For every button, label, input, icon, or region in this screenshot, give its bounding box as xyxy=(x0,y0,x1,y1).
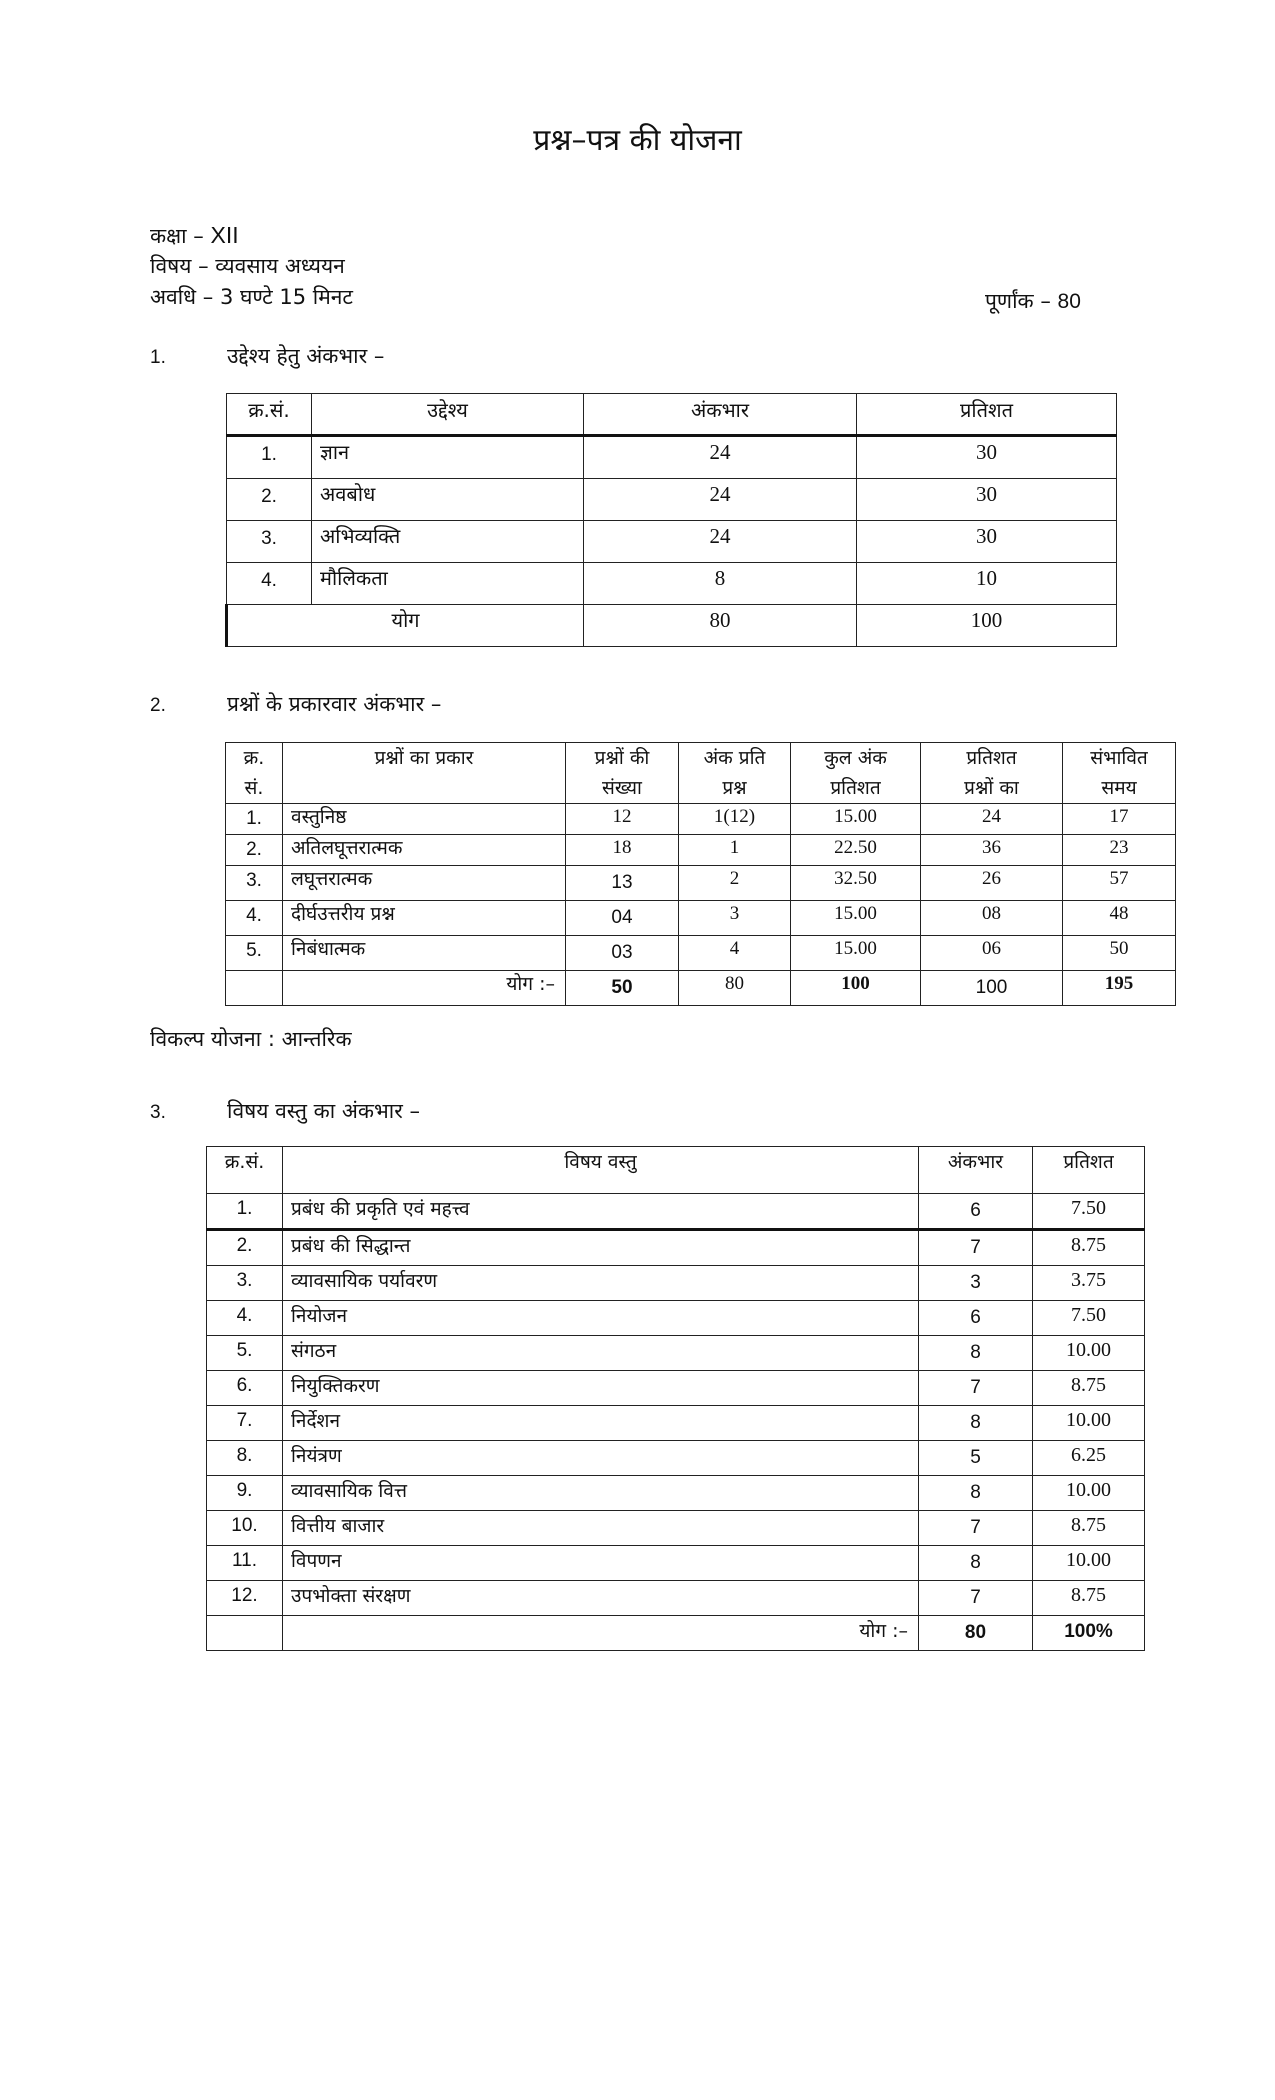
table-total-row xyxy=(227,605,1117,647)
cell-marks: 5 xyxy=(919,1441,1033,1476)
cell-marks: 6 xyxy=(919,1301,1033,1336)
cell-serial: 3. xyxy=(226,866,283,901)
cell-topic: नियोजन xyxy=(283,1301,919,1336)
header-question-type: प्रश्नों का प्रकार xyxy=(283,743,566,804)
header-percent: प्रतिशत xyxy=(1033,1147,1145,1194)
cell-marks: 8 xyxy=(919,1546,1033,1581)
cell-serial: 12. xyxy=(207,1581,283,1616)
cell-total-pct: 15.00 xyxy=(791,901,921,936)
cell-serial: 5. xyxy=(207,1336,283,1371)
cell-marks: 8 xyxy=(919,1476,1033,1511)
section-3-heading xyxy=(150,1097,420,1125)
header-marks: अंकभार xyxy=(584,394,857,436)
cell-percent: 8.75 xyxy=(1033,1581,1145,1616)
cell-percent: 30 xyxy=(857,436,1117,479)
table-row xyxy=(226,936,1176,971)
cell-marks: 7 xyxy=(919,1371,1033,1406)
class-label: कक्षा – xyxy=(150,224,204,248)
table-row xyxy=(226,866,1176,901)
table-row xyxy=(207,1546,1145,1581)
table-row xyxy=(226,804,1176,835)
table-row xyxy=(207,1230,1145,1266)
cell-time: 48 xyxy=(1063,901,1176,936)
full-marks-value: 80 xyxy=(1057,290,1081,313)
cell-count: 18 xyxy=(566,835,679,866)
header-percent: प्रतिशत xyxy=(857,394,1117,436)
cell-question-type: अतिलघूत्तरात्मक xyxy=(283,835,566,866)
header-marks: अंकभार xyxy=(919,1147,1033,1194)
cell-serial: 2. xyxy=(226,835,283,866)
cell-percent: 3.75 xyxy=(1033,1266,1145,1301)
header-objective: उद्देश्य xyxy=(312,394,584,436)
cell-serial: 5. xyxy=(226,936,283,971)
cell-marks: 7 xyxy=(919,1581,1033,1616)
cell-topic: उपभोक्ता संरक्षण xyxy=(283,1581,919,1616)
section-title: विषय वस्तु का अंकभार – xyxy=(227,1099,420,1123)
cell-time: 50 xyxy=(1063,936,1176,971)
cell-total-label: योग :– xyxy=(283,971,566,1006)
content-weightage-table xyxy=(206,1146,1145,1651)
cell-serial: 2. xyxy=(207,1230,283,1266)
cell-topic: प्रबंध की सिद्धान्त xyxy=(283,1230,919,1266)
cell-total-pct: 32.50 xyxy=(791,866,921,901)
cell-percent: 8.75 xyxy=(1033,1371,1145,1406)
header-serial: क्र. सं. xyxy=(226,743,283,804)
page-title: प्रश्न–पत्र की योजना xyxy=(533,123,742,158)
section-2-heading xyxy=(150,690,441,718)
cell-serial: 2. xyxy=(227,479,312,521)
table-row xyxy=(227,521,1117,563)
table-total-row xyxy=(207,1616,1145,1651)
table-row xyxy=(226,835,1176,866)
cell-percent: 10 xyxy=(857,563,1117,605)
cell-total-percent: 100% xyxy=(1033,1616,1145,1651)
cell-marks: 24 xyxy=(584,436,857,479)
cell-topic: प्रबंध की प्रकृति एवं महत्त्व xyxy=(283,1194,919,1230)
cell-topic: व्यावसायिक पर्यावरण xyxy=(283,1266,919,1301)
header-marks-per-question: अंक प्रति प्रश्न xyxy=(679,743,791,804)
table-header-row xyxy=(227,394,1117,436)
cell-question-pct: 06 xyxy=(921,936,1063,971)
table-row xyxy=(207,1441,1145,1476)
cell-marks-per: 1(12) xyxy=(679,804,791,835)
table-row xyxy=(226,901,1176,936)
subject-label: विषय – xyxy=(150,254,209,278)
cell-topic: वित्तीय बाजार xyxy=(283,1511,919,1546)
table-header-row xyxy=(207,1147,1145,1194)
table-row xyxy=(207,1371,1145,1406)
cell-question-type: दीर्घउत्तरीय प्रश्न xyxy=(283,901,566,936)
cell-total-pct: 15.00 xyxy=(791,936,921,971)
table-row xyxy=(227,479,1117,521)
objective-weightage-table xyxy=(225,393,1117,647)
section-number: 3. xyxy=(150,1102,166,1123)
duration-line xyxy=(150,287,353,308)
cell-marks-per: 1 xyxy=(679,835,791,866)
cell-marks: 7 xyxy=(919,1511,1033,1546)
cell-objective: ज्ञान xyxy=(312,436,584,479)
class-line xyxy=(150,224,239,247)
table-row xyxy=(207,1194,1145,1230)
header-question-percent: प्रतिशत प्रश्नों का xyxy=(921,743,1063,804)
duration-value: 3 घण्टे 15 मिनट xyxy=(219,285,354,309)
cell-question-type: वस्तुनिष्ठ xyxy=(283,804,566,835)
cell-topic: निर्देशन xyxy=(283,1406,919,1441)
cell-serial: 6. xyxy=(207,1371,283,1406)
cell-time: 23 xyxy=(1063,835,1176,866)
cell-total-pct: 22.50 xyxy=(791,835,921,866)
duration-label: अवधि – xyxy=(150,285,214,309)
cell-question-type: निबंधात्मक xyxy=(283,936,566,971)
cell-percent: 10.00 xyxy=(1033,1336,1145,1371)
cell-total-percent: 100 xyxy=(857,605,1117,647)
cell-topic: नियंत्रण xyxy=(283,1441,919,1476)
cell-serial: 1. xyxy=(207,1194,283,1230)
cell-serial: 4. xyxy=(226,901,283,936)
section-title: प्रश्नों के प्रकारवार अंकभार – xyxy=(227,692,442,716)
cell-marks: 8 xyxy=(919,1336,1033,1371)
class-value: XII xyxy=(210,222,239,248)
cell-percent: 8.75 xyxy=(1033,1230,1145,1266)
header-topic: विषय वस्तु xyxy=(283,1147,919,1194)
cell-marks: 8 xyxy=(919,1406,1033,1441)
subject-value: व्यवसाय अध्ययन xyxy=(215,254,345,278)
table-row xyxy=(207,1511,1145,1546)
cell-serial: 3. xyxy=(227,521,312,563)
cell-percent: 10.00 xyxy=(1033,1476,1145,1511)
cell-count: 13 xyxy=(566,866,679,901)
table-header-row xyxy=(226,743,1176,804)
cell-marks: 3 xyxy=(919,1266,1033,1301)
header-estimated-time: संभावित समय xyxy=(1063,743,1176,804)
cell-total-marks: 80 xyxy=(584,605,857,647)
cell-serial: 1. xyxy=(226,804,283,835)
cell-serial: 11. xyxy=(207,1546,283,1581)
table-total-row xyxy=(226,971,1176,1006)
cell-total-count: 50 xyxy=(566,971,679,1006)
option-scheme: विकल्प योजना : आन्तरिक xyxy=(150,1027,352,1051)
cell-percent: 6.25 xyxy=(1033,1441,1145,1476)
header-serial: क्र.सं. xyxy=(207,1147,283,1194)
cell-total-total-pct: 100 xyxy=(791,971,921,1006)
cell-question-pct: 26 xyxy=(921,866,1063,901)
table-row xyxy=(207,1406,1145,1441)
cell-percent: 8.75 xyxy=(1033,1511,1145,1546)
table-row xyxy=(207,1301,1145,1336)
cell-question-type: लघूत्तरात्मक xyxy=(283,866,566,901)
section-1-heading xyxy=(150,342,384,370)
table-row xyxy=(227,563,1117,605)
cell-percent: 10.00 xyxy=(1033,1546,1145,1581)
cell-marks: 24 xyxy=(584,521,857,563)
cell-total-time: 195 xyxy=(1063,971,1176,1006)
question-type-table xyxy=(225,742,1176,1006)
cell-marks: 7 xyxy=(919,1230,1033,1266)
table-row xyxy=(207,1336,1145,1371)
cell-percent: 7.50 xyxy=(1033,1301,1145,1336)
full-marks-label: पूर्णांक – xyxy=(985,289,1051,313)
cell-marks: 8 xyxy=(584,563,857,605)
cell-serial: 10. xyxy=(207,1511,283,1546)
header-question-count: प्रश्नों की संख्या xyxy=(566,743,679,804)
cell-time: 17 xyxy=(1063,804,1176,835)
cell-count: 12 xyxy=(566,804,679,835)
section-number: 1. xyxy=(150,347,166,368)
cell-topic: संगठन xyxy=(283,1336,919,1371)
cell-serial: 3. xyxy=(207,1266,283,1301)
cell-count: 04 xyxy=(566,901,679,936)
subject-line xyxy=(150,256,345,277)
cell-serial: 7. xyxy=(207,1406,283,1441)
cell-question-pct: 24 xyxy=(921,804,1063,835)
cell-total-label: योग :– xyxy=(283,1616,919,1651)
table-row xyxy=(227,436,1117,479)
cell-total-marks: 80 xyxy=(919,1616,1033,1651)
cell-serial: 4. xyxy=(227,563,312,605)
section-title: उद्देश्य हेतु अंकभार – xyxy=(227,344,385,368)
cell-percent: 10.00 xyxy=(1033,1406,1145,1441)
cell-percent: 30 xyxy=(857,521,1117,563)
cell-count: 03 xyxy=(566,936,679,971)
cell-total-label: योग xyxy=(227,605,584,647)
cell-marks: 6 xyxy=(919,1194,1033,1230)
cell-objective: अवबोध xyxy=(312,479,584,521)
table-row xyxy=(207,1581,1145,1616)
cell-marks-per: 4 xyxy=(679,936,791,971)
cell-time: 57 xyxy=(1063,866,1176,901)
cell-question-pct: 08 xyxy=(921,901,1063,936)
table-row xyxy=(207,1476,1145,1511)
cell-serial: 8. xyxy=(207,1441,283,1476)
cell-objective: अभिव्यक्ति xyxy=(312,521,584,563)
cell-objective: मौलिकता xyxy=(312,563,584,605)
cell-topic: व्यावसायिक वित्त xyxy=(283,1476,919,1511)
cell-serial: 1. xyxy=(227,436,312,479)
cell-marks-per: 3 xyxy=(679,901,791,936)
cell-percent: 30 xyxy=(857,479,1117,521)
cell-serial: 4. xyxy=(207,1301,283,1336)
cell-topic: विपणन xyxy=(283,1546,919,1581)
cell-empty xyxy=(207,1616,283,1651)
cell-marks: 24 xyxy=(584,479,857,521)
cell-serial: 9. xyxy=(207,1476,283,1511)
cell-total-pct: 15.00 xyxy=(791,804,921,835)
cell-empty xyxy=(226,971,283,1006)
full-marks xyxy=(985,287,1081,315)
cell-total-marks-per: 80 xyxy=(679,971,791,1006)
header-serial: क्र.सं. xyxy=(227,394,312,436)
section-number: 2. xyxy=(150,695,166,716)
cell-percent: 7.50 xyxy=(1033,1194,1145,1230)
header-total-marks-percent: कुल अंक प्रतिशत xyxy=(791,743,921,804)
cell-total-question-pct: 100 xyxy=(921,971,1063,1006)
cell-question-pct: 36 xyxy=(921,835,1063,866)
cell-marks-per: 2 xyxy=(679,866,791,901)
cell-topic: नियुक्तिकरण xyxy=(283,1371,919,1406)
table-row xyxy=(207,1266,1145,1301)
